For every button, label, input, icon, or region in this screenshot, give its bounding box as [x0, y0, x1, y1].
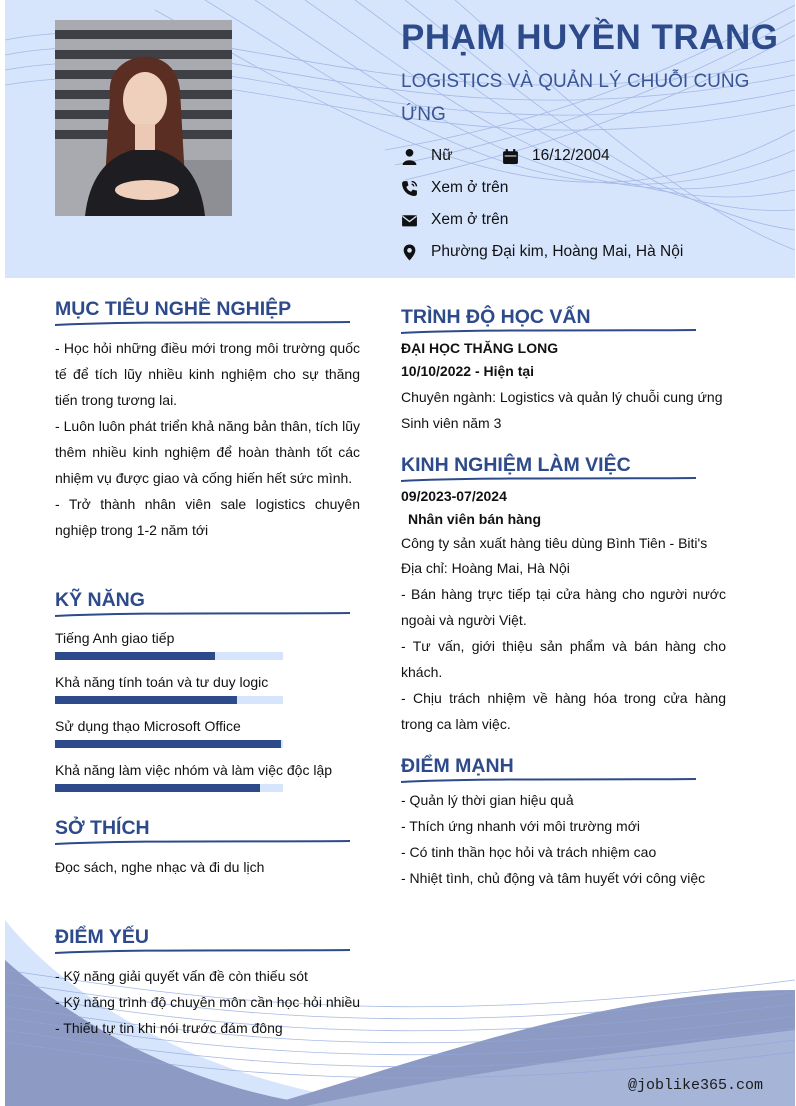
- experience-underline: [401, 476, 701, 484]
- skills-underline: [55, 611, 355, 619]
- watermark-text: @joblike365.com: [627, 1077, 763, 1094]
- phone-icon: [401, 180, 418, 197]
- birthdate-row: [502, 144, 702, 168]
- objective-text: [55, 335, 360, 543]
- objective-line: - Luôn luôn phát triển khả năng bản thân, tích lũy thêm nhiều kinh nghiệm để hoàn thành tốt các nhiệm vụ được giao và cống hiến hết sức mình.: [55, 418, 360, 486]
- map-pin-icon: [401, 244, 418, 261]
- job-title: LOGISTICS VÀ QUẢN LÝ CHUỖI CUNG ỨNG: [401, 71, 750, 125]
- strengths-list: [401, 787, 705, 891]
- skill-bar: [55, 740, 283, 748]
- skill-bar: [55, 784, 283, 792]
- address-row: [401, 240, 761, 264]
- phone-value: Xem ở trên: [431, 179, 509, 196]
- skill-label: Sử dụng thạo Microsoft Office: [55, 718, 241, 734]
- experience-period: 09/2023-07/2024: [401, 488, 507, 504]
- education-major: Chuyên ngành: Logistics và quản lý chuỗi cung ứng: [401, 389, 723, 405]
- skill-bar-fill: [55, 652, 215, 660]
- strengths-title: ĐIỂM MẠNH: [401, 755, 514, 777]
- phone-row: [401, 176, 701, 200]
- skill-label: Tiếng Anh giao tiếp: [55, 630, 175, 646]
- experience-position: Nhân viên bán hàng: [408, 511, 542, 527]
- hobbies-underline: [55, 839, 355, 847]
- cv-page: [5, 0, 795, 1106]
- profile-photo-illustration: [55, 20, 232, 216]
- address-value: Phường Đại kim, Hoàng Mai, Hà Nội: [431, 243, 684, 260]
- list-item: - Nhiệt tình, chủ động và tâm huyết với công việc: [401, 870, 706, 886]
- calendar-icon: [502, 148, 519, 165]
- candidate-name: PHẠM HUYỀN TRANG: [401, 18, 779, 57]
- education-title: TRÌNH ĐỘ HỌC VẤN: [401, 306, 591, 328]
- education-year: Sinh viên năm 3: [401, 415, 502, 431]
- gender-row: [401, 144, 511, 168]
- skill-bar-fill: [55, 696, 237, 704]
- strengths-underline: [401, 777, 701, 785]
- education-period: 10/10/2022 - Hiện tại: [401, 363, 535, 379]
- education-underline: [401, 328, 701, 336]
- skill-bar: [55, 652, 283, 660]
- weaknesses-underline: [55, 948, 355, 956]
- list-item: - Kỹ năng giải quyết vấn đề còn thiếu sót: [55, 968, 308, 984]
- list-item: - Thích ứng nhanh với môi trường mới: [401, 818, 641, 834]
- list-item: - Thiếu tự tin khi nói trước đám đông: [55, 1020, 283, 1036]
- skill-label: Khả năng tính toán và tư duy logic: [55, 674, 269, 690]
- education-school: ĐẠI HỌC THĂNG LONG: [401, 340, 559, 356]
- duty-item: - Bán hàng trực tiếp tại cửa hàng cho người nước ngoài và người Việt.: [401, 586, 726, 628]
- list-item: - Có tinh thần học hỏi và trách nhiệm cao: [401, 844, 657, 860]
- duty-item: - Tư vấn, giới thiệu sản phẩm và bán hàng cho khách.: [401, 638, 726, 680]
- person-icon: [401, 148, 418, 165]
- skill-bar: [55, 696, 283, 704]
- gender-value: Nữ: [431, 147, 453, 164]
- email-value: Xem ở trên: [431, 211, 509, 228]
- birthdate-value: 16/12/2004: [532, 147, 610, 164]
- weaknesses-title: ĐIỂM YẾU: [55, 926, 149, 948]
- skill-bar-fill: [55, 740, 281, 748]
- objective-line: - Học hỏi những điều mới trong môi trường quốc tế để tích lũy nhiều kinh nghiệm cho sự thăng tiến trong tương lai.: [55, 340, 360, 408]
- skill-bar-fill: [55, 784, 260, 792]
- experience-title: KINH NGHIỆM LÀM VIỆC: [401, 454, 631, 476]
- duty-item: - Chịu trách nhiệm về hàng hóa trong cửa hàng trong ca làm việc.: [401, 690, 726, 732]
- envelope-icon: [401, 212, 418, 229]
- email-row: [401, 208, 701, 232]
- experience-address: Địa chỉ: Hoàng Mai, Hà Nội: [401, 560, 570, 576]
- objective-title: MỤC TIÊU NGHỀ NGHIỆP: [55, 298, 292, 320]
- skill-label: Khả năng làm việc nhóm và làm việc độc lập: [55, 762, 333, 778]
- experience-company: Công ty sản xuất hàng tiêu dùng Bình Tiên - Biti's: [401, 535, 708, 551]
- hobbies-text: Đọc sách, nghe nhạc và đi du lịch: [55, 859, 265, 875]
- experience-duties: [401, 581, 726, 737]
- skills-title: KỸ NĂNG: [55, 589, 145, 611]
- profile-photo: [55, 20, 232, 216]
- hobbies-title: SỞ THÍCH: [55, 817, 150, 839]
- objective-line: - Trở thành nhân viên sale logistics chuyên nghiệp trong 1-2 năm tới: [55, 496, 360, 538]
- list-item: - Kỹ năng trình độ chuyên môn cần học hỏi nhiều: [55, 994, 361, 1010]
- weaknesses-list: [55, 963, 360, 1041]
- objective-underline: [55, 320, 355, 328]
- list-item: - Quản lý thời gian hiệu quả: [401, 792, 574, 808]
